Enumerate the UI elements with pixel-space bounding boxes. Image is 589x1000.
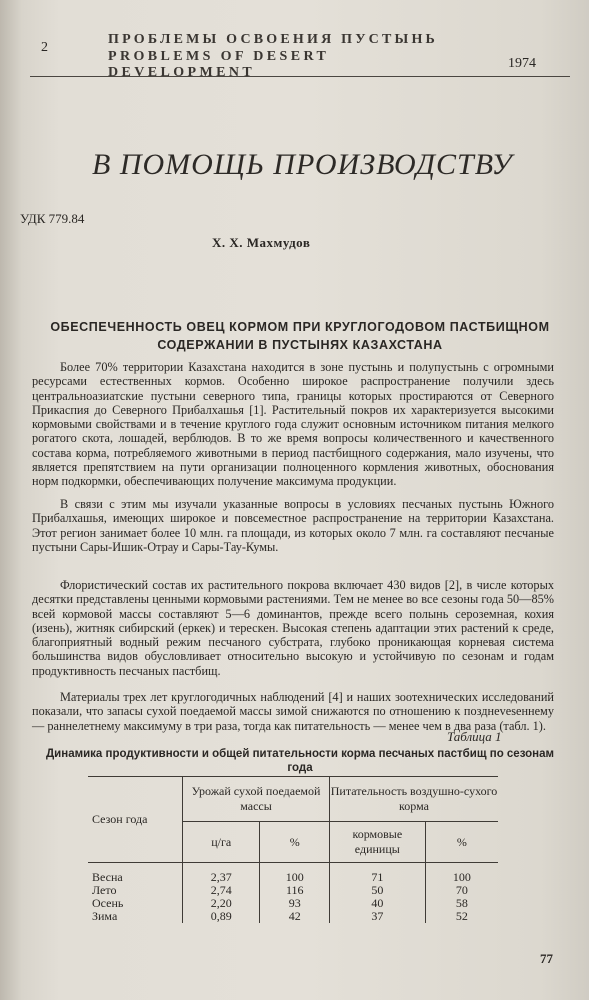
column-header-feed-units: кормовые единицы [330,822,426,863]
journal-title-en: PROBLEMS OF DESERT DEVELOPMENT [108,49,329,80]
article-title: ОБЕСПЕЧЕННОСТЬ ОВЕЦ КОРМОМ ПРИ КРУГЛОГОДОВОМ ПАСТБИЩНОМ СОДЕРЖАНИИ В ПУСТЫНЯХ КАЗАХСТАНА [50,320,550,352]
table-row: Зима 0,89 42 37 52 [88,910,498,923]
column-group-nutrition: Питательность воздушно-сухого корма [330,777,499,822]
column-header-pct2: % [425,822,498,863]
table-row: Весна 2,37 100 71 100 [88,863,498,885]
table-row: Осень 2,20 93 40 58 [88,897,498,910]
udk-code: УДК 779.84 [20,211,85,226]
footer-page-number: 77 [540,951,553,966]
section-title: В ПОМОЩЬ ПРОИЗВОДСТВУ [92,148,513,181]
paragraph-1: Более 70% территории Казахстана находится в зоне пустынь и полупустынь с огромными ресурсами естественных кормов. Особенно широкое распространение получили здесь центральноазиатские пустыни северного типа, границы которых простираются от Северного Прикаспия до Северного Прибалхашья [1]. Растительный покров их характеризуется высокими кормовыми свойствами и в течение круглого года служит основным источником питания мелкого рогатого скота, лошадей, верблюдов. В то же время вопросы количественного и качественного состава корма, потребляемого животными в период пастбищного содержания, мало изучены, что является препятствием на пути организации полноценного кормления животных, обоснования норм подкормки, обеспечивающих получение максимума продукции. [32,360,554,489]
column-header-season: Сезон года [88,777,183,863]
column-group-yield: Урожай сухой поедаемой массы [183,777,330,822]
paragraph-3: Флористический состав их растительного покрова включает 430 видов [2], в числе которых десятки представлены ценными кормовыми растениями. Тем не менее во все сезоны года 50—85% всей кормовой массы составляют 5—6 доминантов, прежде всего полынь сероземная, кохия (изень), житняк сибирский (еркек) и терескен. Высокая степень адаптации этих растений к среде, благоприятный водный режим песчаного субстрата, глубоко проникающая корневая система большинства видов обусловливает относительно высокую и устойчивую по сезонам и годам продуктивность песчаных пастбищ. [32,578,554,678]
table-title: Динамика продуктивности и общей питательности корма песчаных пастбищ по сезонам года [45,748,555,774]
header-page-number: 2 [41,40,48,55]
table-row: Лето 2,74 116 50 70 [88,884,498,897]
journal-title [108,32,468,81]
table-caption: Таблица 1 [447,729,502,744]
column-header-cga: ц/га [183,822,260,863]
paragraph-4: Материалы трех лет круглогодичных наблюдений [4] и наших зоотехнических исследований показали, что запасы сухой поедаемой массы зимой снижаются по отношению к позднevesеннему — раннелетнему максимуму в три раза, тогда как питательность — менее чем в два раза (табл. 1). [32,690,554,733]
header-divider [30,76,570,77]
column-header-pct1: % [260,822,330,863]
author-name: Х. Х. Махмудов [212,235,311,250]
productivity-table [88,776,498,923]
paragraph-2: В связи с этим мы изучали указанные вопросы в условиях песчаных пустынь Южного Прибалхашья, имеющих широкое и повсеместное распространение на территории Казахстана. Этот регион занимает более 10 млн. га площади, из которых около 7 млн. га составляют песчаные пустыни Сары-Ишик-Отрау и Сары-Тау-Кумы. [32,497,554,554]
header-year: 1974 [508,56,536,71]
journal-title-ru: ПРОБЛЕМЫ ОСВОЕНИЯ ПУСТЫНЬ [108,32,439,47]
